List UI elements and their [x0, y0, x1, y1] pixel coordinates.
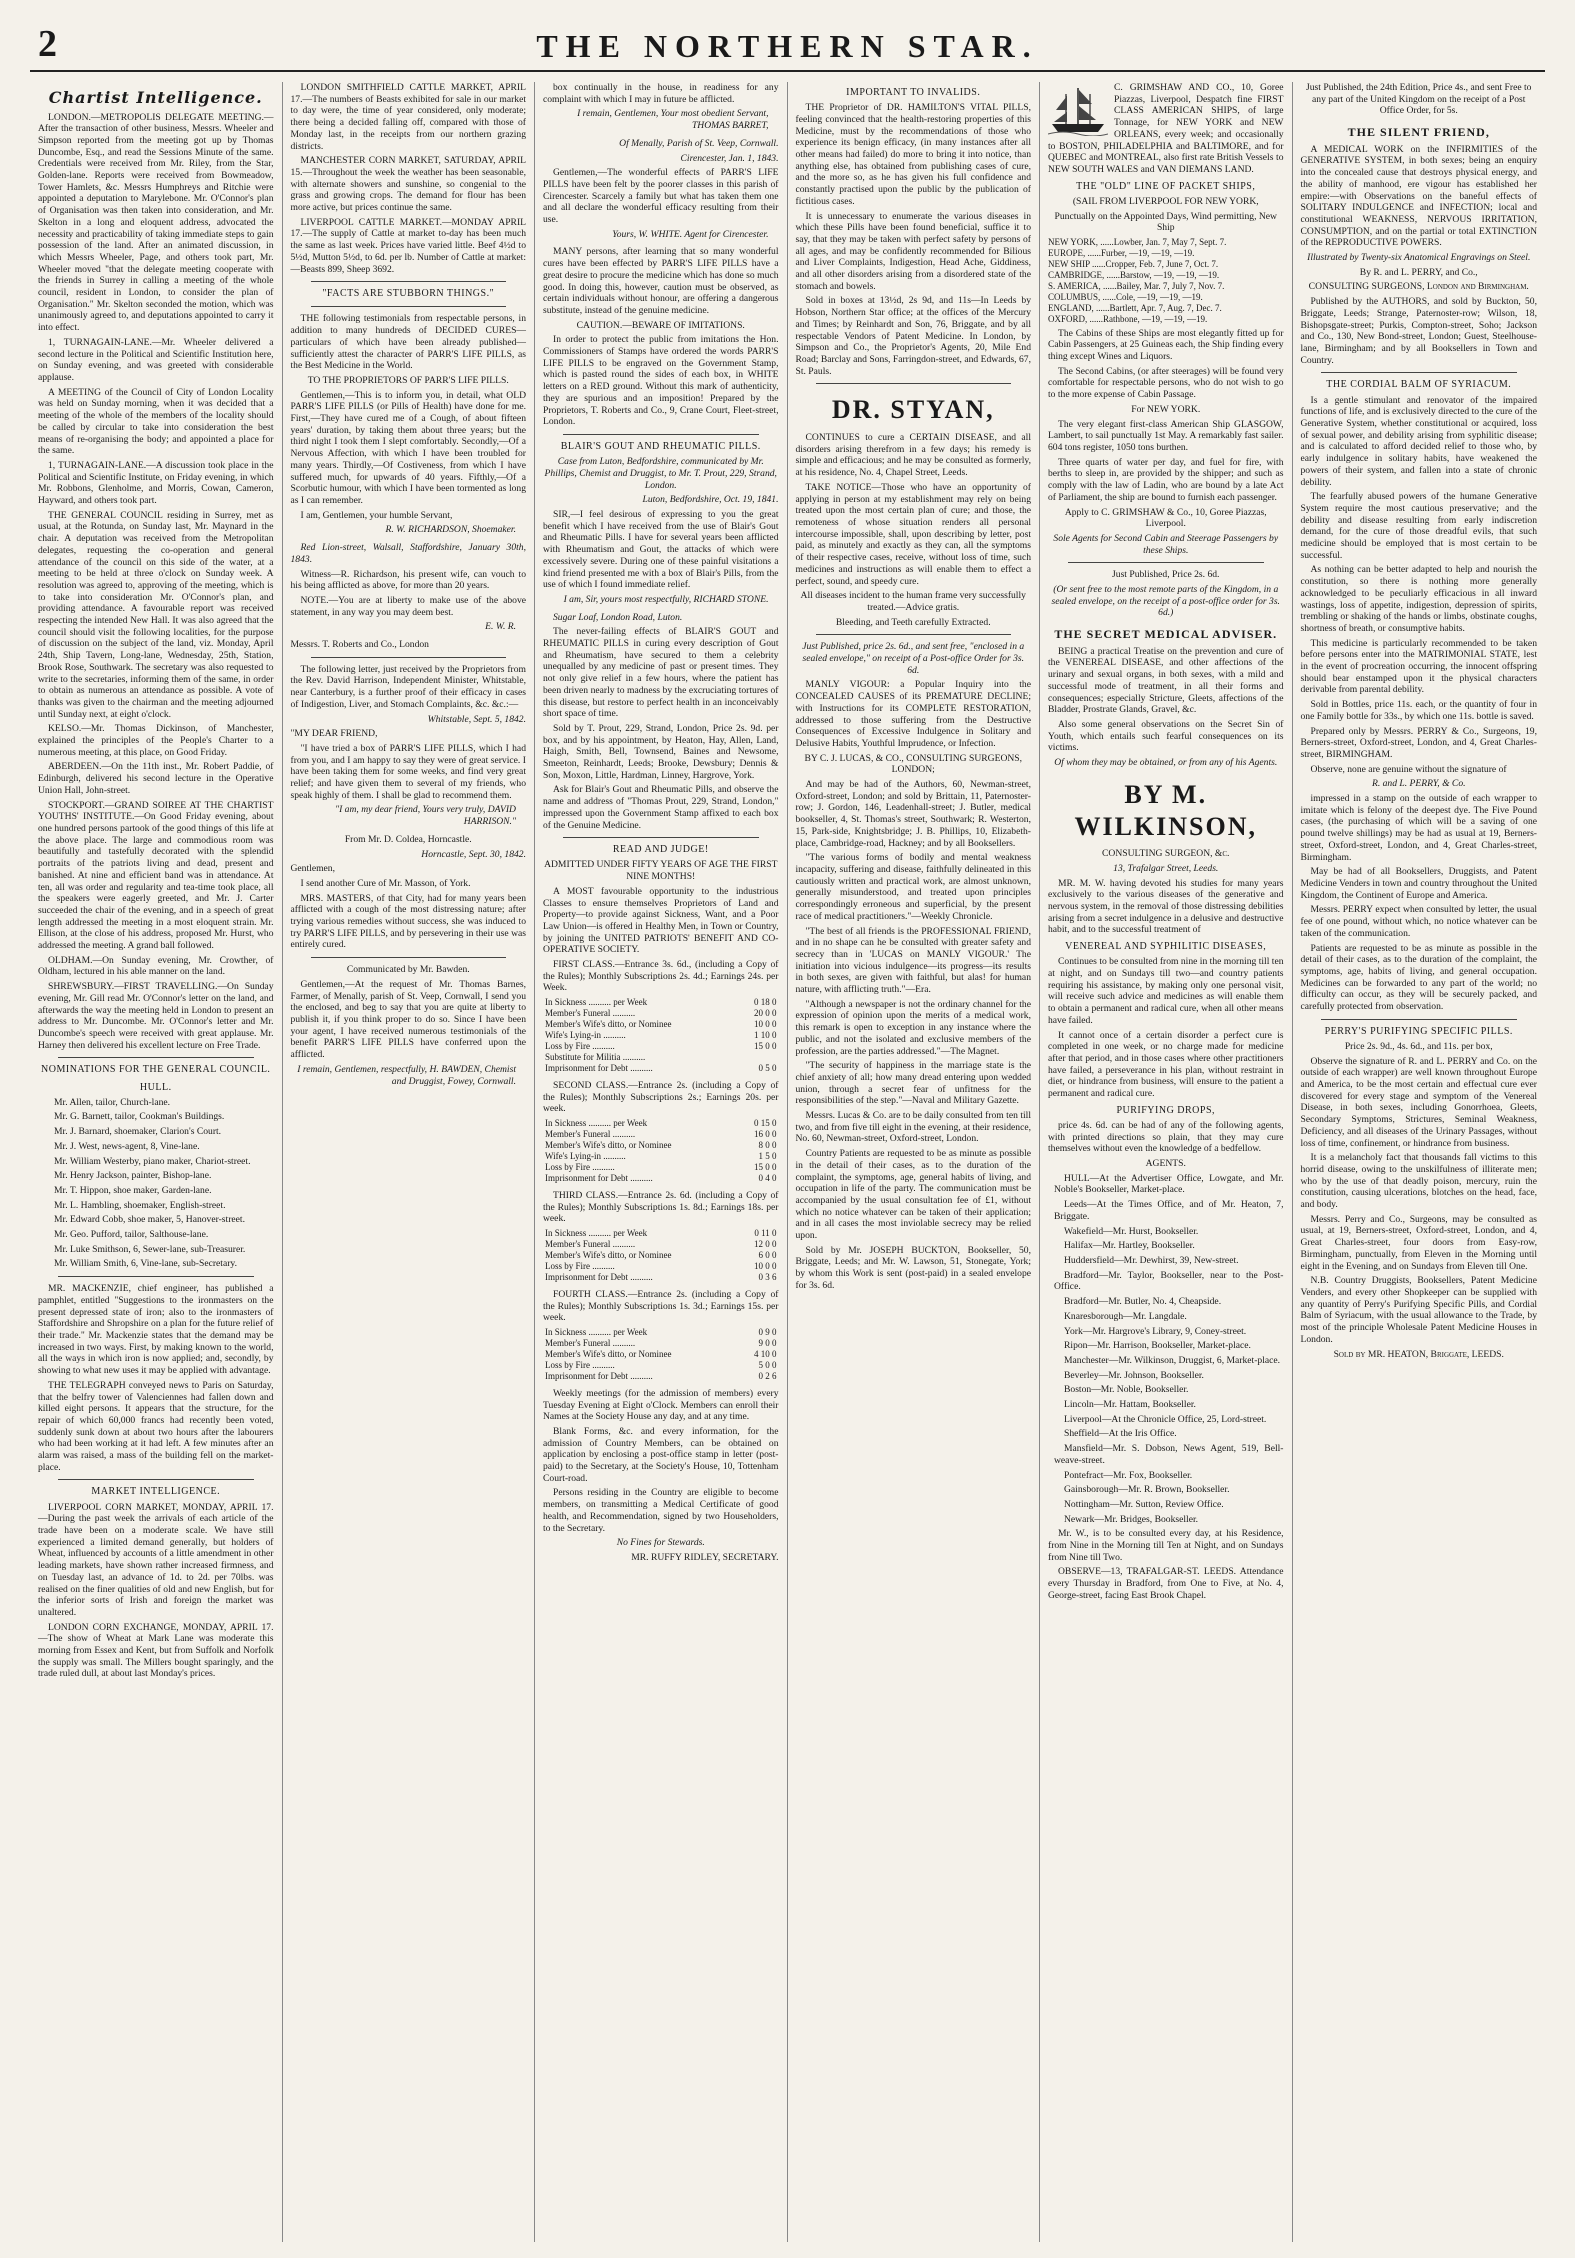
list-item: CAMBRIDGE, ......Barstow, —19, —19, —19. — [1048, 269, 1220, 280]
list-item: Knaresborough—Mr. Langdale. — [1064, 1310, 1187, 1322]
class-description: FIRST CLASS.—Entrance 3s. 6d., (including a Copy of the Rules); Monthly Subscriptions 2s. 4d.; Earnings 24s. per Week. — [543, 959, 779, 994]
divider — [563, 434, 759, 435]
article-paragraph: It is unnecessary to enumerate the various diseases in which these Pills have been found beneficial, suffice it to say, that they may be taken with perfect safety by persons of all ages, and may be confidently recommended for Bilious and Liver Complaints, Indigestion, Head Ache, Giddiness, and all other disorders arising from a disordered state of the stomach and bowels. — [795, 210, 1031, 292]
ship-schedule — [1048, 237, 1284, 325]
read-judge-heading: READ AND JUDGE! — [612, 844, 709, 856]
article-paragraph: Price 2s. 9d., 4s. 6d., and 11s. per box, — [1344, 1040, 1493, 1052]
list-item: Leeds—At the Times Office, and of Mr. Heaton, 7, Briggate. — [1054, 1199, 1284, 1222]
article-paragraph: TAKE NOTICE—Those who have an opportunity of applying in person at my establishment may rely on being treated upon the most certain plan of cure; and those, the remoteness of whose situation renders all personal intercourse impossible, shall, upon describing by letter, post paid, as minutely and exactly as they can, all the symptoms of their respective cases, receive, without loss of time, such medicines and instructions as will enable them to effect a perfect, sound, and speedy cure. — [795, 481, 1031, 587]
list-item: Mansfield—Mr. S. Dobson, News Agent, 519, Bell-weave-street. — [1054, 1443, 1284, 1466]
list-item: Boston—Mr. Noble, Bookseller. — [1064, 1384, 1189, 1396]
article-subheading: For NEW YORK. — [1131, 403, 1201, 415]
fees-table-fourth-class — [543, 1327, 779, 1382]
blair-heading: BLAIR'S GOUT AND RHEUMATIC PILLS. — [560, 440, 761, 452]
article-paragraph: Sold by MR. HEATON, Briggate, LEEDS. — [1333, 1348, 1504, 1360]
masthead — [30, 20, 1545, 72]
wilkinson-heading: BY M. WILKINSON, — [1074, 779, 1258, 841]
secret-adviser-heading: THE SECRET MEDICAL ADVISER. — [1054, 627, 1278, 642]
article-paragraph: As nothing can be better adapted to help and nourish the constitution, so there is nothing more generally acknowledged to be peculiarly efficacious in all inward wastings, loss of appetite, indigestion, depression of spirits, trembling or shaking of the hands or limbs, obstinate coughs, shortness of breath, or consumptive habits. — [1300, 564, 1537, 634]
article-paragraph: Gentlemen, — [290, 863, 335, 875]
article-paragraph: Just Published, Price 2s. 6d. — [1112, 569, 1220, 581]
table-row: Substitute for Militia .......... — [545, 1052, 646, 1063]
list-item: Mr. Henry Jackson, painter, Bishop-lane. — [54, 1170, 212, 1182]
divider — [311, 281, 507, 282]
article-paragraph: Bleeding, and Teeth carefully Extracted. — [835, 616, 991, 628]
table-row: In Sickness .......... per Week 0 9 0 — [545, 1326, 777, 1337]
class-description: FOURTH CLASS.—Entrance 2s. (including a Copy of the Rules); Monthly Subscriptions 1s. 3d.; Earnings 15s. per week. — [543, 1288, 779, 1324]
fees-table-third-class — [543, 1228, 779, 1283]
list-item: Newark—Mr. Bridges, Bookseller. — [1064, 1513, 1199, 1525]
article-paragraph: Illustrated by Twenty-six Anatomical Engravings on Steel. — [1307, 252, 1531, 264]
divider — [311, 957, 507, 958]
article-paragraph: NOTE.—You are at liberty to make use of the above statement, in any way you may deem best. — [290, 594, 526, 618]
article-paragraph: The following letter, just received by the Proprietors from the Rev. David Harrison, Independent Minister, Whitstable, near Canterbury, is a further proof of their efficacy in cases of Indigestion, Liver, and Stomach Complaints, &c. &c.:— — [290, 663, 526, 710]
table-row: Member's Funeral .......... 20 0 0 — [545, 1008, 777, 1019]
article-paragraph: "The best of all friends is the PROFESSIONAL FRIEND, and in no shape can he be consulted with greater safety and secrecy than in 'LUCAS on MANLY VIGOUR.' The initiation into vicious indulgence—its progress—its results in both sexes, are given with faithful, but alas! for human nature, with afflicting truth."—Era. — [795, 925, 1031, 996]
article-paragraph: Whitstable, Sept. 5, 1842. — [427, 713, 526, 725]
invalids-heading: IMPORTANT TO INVALIDS. — [846, 87, 981, 98]
article-paragraph: Observe the signature of R. and L. PERRY and Co. on the outside of each wrapper) are well known throughout Europe and America, to be the most certain and effectual cure ever discovered for every stage and symptom of the Venereal Disease, in both sexes, including Gonorrhoea, Gleets, Secondary Symptoms, Strictures, Seminal Weakness, Deficiency, and all diseases of the Urinary Passages, without loss of time, confinement, or hindrance from business. — [1300, 1055, 1537, 1149]
article-paragraph: All diseases incident to the human frame very successfully treated.—Advice gratis. — [800, 590, 1026, 613]
column-6 — [1293, 82, 1546, 2242]
list-item: Pontefract—Mr. Fox, Bookseller. — [1064, 1469, 1193, 1481]
article-paragraph: The never-failing effects of BLAIR'S GOUT and RHEUMATIC PILLS in curing every description of Gout and Rheumatism, have secured to them a celebrity unequalled by any medicine of past or present times. They not only give relief in a few hours, where the patient has been driven nearly to madness by the excruciating tortures of this disease, but restore to perfect health in an inconceivably short space of time. — [543, 626, 779, 720]
list-item: Wakefield—Mr. Hurst, Bookseller. — [1064, 1225, 1199, 1237]
signature: E. W. R. — [485, 621, 516, 633]
article-paragraph: No Fines for Stewards. — [616, 1537, 705, 1549]
nominations-list — [38, 1097, 274, 1270]
article-subheading: CONSULTING SURGEON, &c. — [1102, 848, 1230, 860]
article-paragraph: Sole Agents for Second Cabin and Steerage Passengers by these Ships. — [1053, 532, 1279, 556]
article-paragraph: Patients are requested to be as minute as possible in the detail of their cases, as to the duration of the complaint, the symptoms, age, habits of living, and general occupation. Medicines can be forwarded to any part of the world; no difficulty can occur, as they will be securely packed, and carefully protected from observation. — [1300, 942, 1537, 1013]
list-item: Mr. Allen, tailor, Church-lane. — [54, 1096, 171, 1108]
article-paragraph: Continues to be consulted from nine in the morning till ten at night, and on Sundays till two—and country patients requiring his assistance, by making only one personal visit, will receive such advice and medicines as will enable them to obtain a permanent and radical cure, when all other means have failed. — [1048, 956, 1284, 1026]
article-paragraph: KELSO.—Mr. Thomas Dickinson, of Manchester, explained the principles of the People's Charter to a numerous meeting, at this place, on Good Friday. — [38, 723, 274, 758]
divider — [58, 1479, 254, 1480]
article-paragraph: (Or sent free to the most remote parts of the Kingdom, in a sealed envelope, on the receipt of a post-office order for 3s. 6d.) — [1051, 584, 1280, 619]
article-paragraph: I am, Gentlemen, your humble Servant, — [300, 509, 453, 521]
divider — [58, 1276, 254, 1277]
article-paragraph: Three quarts of water per day, and fuel for fire, with berths to sleep in, are provided by the shipper; and such as comply with the law of Ladin, who are bound by a late Act of Parliament, the ship are bound to furnish each passenger. — [1048, 456, 1284, 503]
article-subheading: TO THE PROPRIETORS OF PARR'S LIFE PILLS. — [307, 374, 509, 386]
table-row: Member's Wife's ditto, or Nominee 4 10 0 — [545, 1348, 777, 1359]
article-subheading: CONSULTING SURGEONS, London and Birmingham. — [1308, 281, 1529, 293]
venereal-heading: VENEREAL AND SYPHILITIC DISEASES, — [1065, 941, 1267, 953]
article-paragraph: LIVERPOOL CORN MARKET, MONDAY, APRIL 17.—During the past week the arrivals of each article of the trade have been on a moderate scale. We have still experienced a limited demand generally, but holders of Wheat, influenced by accounts of a little amendment in other leading markets, have shown rather increased firmness, and on Tuesday last, an advance of 1d. to 2d. per 70lbs. was realised on the finer qualities of old and new English, but for the inferior sorts of Irish and foreign the market was unaltered. — [38, 1501, 274, 1618]
article-paragraph: 13, Trafalgar Street, Leeds. — [1113, 862, 1219, 874]
table-row: Imprisonment for Debt .......... 0 2 6 — [545, 1370, 777, 1381]
table-row: Loss by Fire .......... 10 0 0 — [545, 1260, 777, 1271]
article-paragraph: Luton, Bedfordshire, Oct. 19, 1841. — [642, 494, 779, 506]
article-paragraph: And may be had of the Authors, 60, Newman-street, Oxford-street, London; and sold by Brittain, 11, Paternoster-row; J. Gordon, 146, Leadenhall-street; J. Butler, medical bookseller, 4, St. Thomas's street, Southwark; R. Westerton, 15, Park-side, Knightsbridge; J. B. Phillips, 10, Elizabeth-place, Cambridge-road, Hackney; and by all Booksellers. — [795, 779, 1031, 849]
article-paragraph: Horncastle, Sept. 30, 1842. — [421, 848, 526, 860]
column-4 — [788, 82, 1041, 2242]
column-2 — [283, 82, 536, 2242]
list-item: Mr. William Westerby, piano maker, Chariot-street. — [54, 1155, 251, 1167]
list-item: Mr. Luke Smithson, 6, Sewer-lane, sub-Treasurer. — [54, 1243, 246, 1255]
article-paragraph: THE Proprietor of DR. HAMILTON'S VITAL PILLS, feeling convinced that the health-restoring properties of this Medicine, must by the recommendations of those who experience its benign efficacy, (in many instances after all other means had failed) do more to bring it into notice, than anything else, has obtained from publishing cases of cure, and the more so, as he has given his full confidence and constantly practised upon the public by the publication of fictitious cases. — [795, 102, 1031, 207]
market-intelligence-heading: MARKET INTELLIGENCE. — [91, 1486, 221, 1498]
article-paragraph: Sugar Loaf, London Road, Luton. — [553, 611, 683, 623]
article-paragraph: Also some general observations on the Secret Sin of Youth, which entails such fearful consequences on its victims. — [1048, 718, 1284, 754]
article-paragraph: Of Menally, Parish of St. Veep, Cornwall. — [619, 137, 779, 149]
article-paragraph: From Mr. D. Coldea, Horncastle. — [344, 833, 472, 845]
article-paragraph: "Although a newspaper is not the ordinary channel for the expression of opinion upon the merits of a medical work, this remark is open to exception in any instance where the public, and not the isolated and exclusive members of the profession, are the parties addressed."—The Magnet. — [795, 998, 1031, 1057]
list-item: Sheffield—At the Iris Office. — [1064, 1428, 1177, 1440]
signature: "I am, my dear friend, Yours very truly, DAVID HARRISON." — [335, 804, 516, 828]
list-item: Mr. William Smith, 6, Vine-lane, sub-Secretary. — [54, 1258, 237, 1270]
article-paragraph: Messrs. PERRY expect when consulted by letter, the usual fee of one pound, without which, no notice whatever can be taken of the communication. — [1300, 904, 1537, 939]
table-row: Member's Wife's ditto, or Nominee 8 0 0 — [545, 1140, 777, 1151]
article-paragraph: C. GRIMSHAW AND CO., 10, Goree Piazzas, Liverpool, Despatch fine FIRST CLASS AMERICAN SHIPS, of large Tonnage, for NEW YORK and NEW ORLEANS, every week; and occasionally to BOSTON, PHILADELPHIA and BALTIMORE, and for QUEBEC and MONTREAL, also first rate British Vessels to NEW SOUTH WALES and VAN DIEMANS LAND. — [1048, 82, 1284, 175]
list-item: Manchester—Mr. Wilkinson, Druggist, 6, Market-place. — [1064, 1354, 1281, 1366]
article-paragraph: Sold in Bottles, price 11s. each, or the quantity of four in one Family bottle for 33s., by which one 11s. bottle is saved. — [1300, 699, 1537, 722]
list-item: Huddersfield—Mr. Dewhirst, 39, New-street. — [1064, 1255, 1239, 1266]
list-item: Beverley—Mr. Johnson, Bookseller. — [1064, 1369, 1204, 1381]
article-paragraph: Gentlemen,—The wonderful effects of PARR'S LIFE PILLS have been felt by the poorer classes in this parish of Cirencester. Scarcely a family but what has taken them one and all declare the wonderful efficacy resulting from their use. — [543, 167, 779, 226]
article-paragraph: The Cabins of these Ships are most elegantly fitted up for Cabin Passengers, at 25 Guineas each, the Ship finding every thing except Wines and Liquors. — [1048, 327, 1284, 363]
newspaper-title: THE NORTHERN STAR. — [536, 28, 1039, 64]
article-paragraph: Published by the AUTHORS, and sold by Buckton, 50, Briggate, Leeds; Strange, Paternoster-row; Wilson, 18, Bishopsgate-street; Purkis, Compton-street, Soho; Jackson and Co., 130, New Bond-street, London; Guest, Steelhouse-lane, Birmingham; and by all Booksellers in Town and Country. — [1300, 296, 1537, 366]
list-item: York—Mr. Hargrove's Library, 9, Coney-street. — [1064, 1325, 1247, 1337]
article-paragraph: LONDON CORN EXCHANGE, MONDAY, APRIL 17.—The show of Wheat at Mark Lane was moderate this morning from Essex and Kent, but from Suffolk and Norfolk the supply was small. The Millers bought sparingly, and the trade ruled dull, at about last Monday's prices. — [38, 1621, 274, 1680]
nominations-heading: NOMINATIONS FOR THE GENERAL COUNCIL. — [41, 1064, 271, 1076]
article-paragraph: 1, TURNAGAIN-LANE.—A discussion took place in the Political and Scientific Institute, on Friday evening, in which Mr. Robbons, Glenholme, and Morris, Cowan, Cameron, Hayward, and others took part. — [38, 459, 274, 507]
article-paragraph: N.B. Country Druggists, Booksellers, Patent Medicine Venders, and every other Shopkeeper can be supplied with any quantity of Perry's Purifying Specific Pills, and Cordial Balm of Syriacum, with the usual allowance to the Trade, by most of the principle Wholesale Patent Medicine Houses in London. — [1300, 1275, 1537, 1345]
fees-table-first-class — [543, 997, 779, 1074]
list-item: Gainsborough—Mr. R. Brown, Bookseller. — [1064, 1484, 1230, 1496]
packet-line-heading: THE "OLD" LINE OF PACKET SHIPS, — [1076, 180, 1256, 192]
table-row: Imprisonment for Debt .......... 0 3 6 — [545, 1271, 777, 1282]
list-item: Mr. J. Barnard, shoemaker, Clarion's Court. — [54, 1126, 222, 1138]
article-paragraph: OLDHAM.—On Sunday evening, Mr. Crowther, of Oldham, lectured in his able manner on the land. — [38, 954, 274, 978]
article-paragraph: The Second Cabins, (or after steerages) will be found very comfortable for respectable persons, who do not wish to go to the more expense of Cabin Passage. — [1048, 365, 1284, 401]
signature: Yours, W. WHITE. Agent for Cirencester. — [612, 228, 769, 240]
article-paragraph: MANCHESTER CORN MARKET, SATURDAY, APRIL 15.—Throughout the week the weather has been seasonable, with alternate showers and sunshine, so congenial to the grass and growing crops. The demand for flour has been more active, but prices continue the same. — [290, 155, 526, 214]
article-subheading: ADMITTED UNDER FIFTY YEARS OF AGE THE FIRST NINE MONTHS! — [544, 859, 778, 883]
article-paragraph: A MOST favourable opportunity to the industrious Classes to ensure themselves Proprietors of Land and Property—to provide against Sickness, Want, and a Poor Law Union—is offered in Healthy Men, in Town or Country, by joining the UNITED PATRIOTS' BENEFIT AND CO-OPERATIVE SOCIETY. — [543, 885, 779, 956]
article-paragraph: This medicine is particularly recommended to be taken before persons enter into the MATRIMONIAL STATE, lest in the event of procreation occurring, the innocent offspring should bear enstamped upon it the physical characters derivable from parental debility. — [1300, 637, 1537, 696]
article-paragraph: Cirencester, Jan. 1, 1843. — [680, 152, 779, 164]
signature: R. W. RICHARDSON, Shoemaker. — [385, 524, 516, 536]
article-paragraph: price 4s. 6d. can be had of any of the following agents, with printed directions so plain, that they may cure themselves without even the knowledge of a bedfellow. — [1048, 1119, 1284, 1155]
silent-friend-heading: THE SILENT FRIEND, — [1347, 125, 1490, 140]
article-paragraph: A MEETING of the Council of City of London Locality was held on Sunday morning, when it was decided that a meeting of the whole of the members of the locality should be called by circular to take into consideration the best means of re-organising the body; and appointed a place for the same. — [38, 386, 274, 457]
article-paragraph: Weekly meetings (for the admission of members) every Tuesday Evening at Eight o'Clock. Members can enroll their Names at the Society House any day, and at any time. — [543, 1387, 779, 1423]
signature: R. and L. PERRY, & Co. — [1371, 778, 1466, 790]
specific-pills-heading: PERRY'S PURIFYING SPECIFIC PILLS. — [1324, 1025, 1513, 1037]
article-paragraph: STOCKPORT.—GRAND SOIREE AT THE CHARTIST YOUTHS' INSTITUTE.—On Good Friday evening, about one hundred persons partook of the good things of this life at the above place. The large and commodious room was beautifully and tastefully decorated with the splendid portraits of the patriots living and dead, present and banished. At nine and efficient band was in attendance. At ten, all was order and regularity and tea-time took place, all the speakers were eagerly greeted, and Mr. J. Carter succeeded the chair of the evening, and in a speech of great length addressed the meeting in a most eloquent strain. Mr. Ellison, at the close of his address, proposed Mr. Hurst, who addressed the meeting. A grand ball followed. — [38, 799, 274, 952]
divider — [311, 657, 507, 658]
column-5 — [1040, 82, 1293, 2242]
article-paragraph: Is a gentle stimulant and renovator of the impaired functions of life, and is exclusively directed to the cure of the Generative System, whether constitutional or acquired, loss of sexual power, and debility arising from syphilitic disease; and is calculated to afford decided relief to those who, by early indulgence in solitary habits, have weakened the powers of their system, and fallen into a state of chronic debility. — [1300, 394, 1537, 488]
list-item: Liverpool—At the Chronicle Office, 25, Lord-street. — [1064, 1413, 1267, 1425]
article-paragraph: Gentlemen,—At the request of Mr. Thomas Barnes, Farmer, of Menally, parish of St. Veep, Cornwall, I send you the enclosed, and beg to say that you are quite at liberty to publish it, if you think proper to do so. Since I have been your agent, I have received numerous testimonials of the benefit PARR'S LIFE PILLS have conferred upon the afflicted. — [290, 978, 526, 1061]
list-item: Mr. L. Hambling, shoemaker, English-street. — [54, 1199, 226, 1211]
divider — [1068, 562, 1264, 563]
article-paragraph: MR. M. W. having devoted his studies for many years exclusively to the various diseases of the generative and nervous system, in the removal of those distressing debilities arising from a secret indulgence in a delusive and destructive habit, and to the successful treatment of — [1048, 877, 1284, 936]
article-paragraph: THE TELEGRAPH conveyed news to Paris on Saturday, that the belfry tower of Valenciennes had fallen down and killed eight persons. It appears that the structure, for the repair of which 60,000 francs had recently been voted, suddenly sunk down at about two hours after the labourers who had been working at it had left. A few minutes after an alarm was raised, a mass of the building fell on the market-place. — [38, 1379, 274, 1473]
table-row: Member's Wife's ditto, or Nominee 10 0 0 — [545, 1019, 777, 1030]
article-paragraph: Case from Luton, Bedfordshire, communicated by Mr. Phillips, Chemist and Druggist, to Mr. T. Prout, 229, Strand, London. — [544, 456, 777, 491]
table-row: Loss by Fire .......... 15 0 0 — [545, 1041, 777, 1052]
article-subheading: CAUTION.—BEWARE OF IMITATIONS. — [576, 319, 745, 331]
signature: I remain, Gentlemen, respectfully, H. BAWDEN, Chemist and Druggist, Fowey, Cornwall. — [297, 1063, 516, 1087]
article-paragraph: Observe, none are genuine without the signature of — [1310, 763, 1507, 775]
article-paragraph: impressed in a stamp on the outside of each wrapper to imitate which is felony of the deepest dye. The Five Pound cases, (the purchasing of which will be a saving of one pound twelve shillings) may be had as usual at 19, Berners-street, Oxford-street, London, and 4, Great Charles-street, Birmingham. — [1300, 793, 1537, 863]
table-row: In Sickness .......... per Week 0 15 0 — [545, 1118, 777, 1129]
list-item: Nottingham—Mr. Sutton, Review Office. — [1064, 1498, 1224, 1510]
article-paragraph: CONTINUES to cure a CERTAIN DISEASE, and all disorders arising therefrom in a few days; his remedy is simple and efficacious; and he may be consulted as formerly, at his residence, No. 4, Chapel Street, Leeds. — [795, 432, 1031, 479]
article-paragraph: "The various forms of bodily and mental weakness incapacity, suffering and disease, faithfully delineated in this cautiously written and practical work, are almost unknown, generally misunderstood, and treated upon principles correspondingly erroneous and superficial, by the present race of medical practitioners."—Weekly Chronicle. — [795, 852, 1031, 922]
article-paragraph: Prepared only by Messrs. PERRY & Co., Surgeons, 19, Berners-street, Oxford-street, London, and 4, Great Charles-street, BIRMINGHAM. — [1300, 725, 1537, 760]
page-columns — [30, 82, 1545, 2242]
article-paragraph: Punctually on the Appointed Days, Wind permitting, New Ship — [1054, 210, 1277, 234]
column-3 — [535, 82, 788, 2242]
sailing-ship-icon — [1048, 84, 1108, 136]
article-subheading: Communicated by Mr. Bawden. — [346, 964, 470, 976]
article-paragraph: box continually in the house, in readiness for any complaint with which I may in future be afflicted. — [543, 82, 779, 105]
article-paragraph: I send another Cure of Mr. Masson, of York. — [300, 877, 471, 889]
table-row: In Sickness .......... per Week 0 11 0 — [545, 1228, 777, 1238]
article-paragraph: Messrs. Perry and Co., Surgeons, may be consulted as usual, at 19, Berners-street, Oxford-street, London, and 4, Great Charles-street, four doors from Easy-row, Birmingham, punctually, from Eleven in the Morning until eight in the Evening, and on Sundays from Eleven till One. — [1300, 1213, 1537, 1272]
table-row: Member's Funeral .......... 9 0 0 — [545, 1337, 777, 1348]
list-item: HULL—At the Advertiser Office, Lowgate, and Mr. Noble's Bookseller, Market-place. — [1054, 1172, 1284, 1196]
signature: I am, Sir, yours most respectfully, RICHARD STONE. — [563, 593, 769, 605]
list-item: Bradford—Mr. Butler, No. 4, Cheapside. — [1064, 1296, 1222, 1308]
article-paragraph: BEING a practical Treatise on the prevention and cure of the VENEREAL DISEASE, and other affections of the urinary and sexual organs, in both sexes, with a mild and successful mode of treatment, in all their forms and consequences; especially Stricture, Gleets, affections of the Bladder, Prostrate Glands, Gravel, &c. — [1048, 645, 1284, 716]
article-paragraph: LONDON SMITHFIELD CATTLE MARKET, APRIL 17.—The numbers of Beasts exhibited for sale in our market to day were, the time of year considered, only moderate; there being a decided falling off, compared with those of Monday last, in the receipts from our northern grazing districts. — [290, 82, 526, 152]
list-item: Mr. G. Barnett, tailor, Cookman's Buildings. — [54, 1111, 225, 1123]
list-item: Mr. T. Hippon, shoe maker, Garden-lane. — [54, 1184, 212, 1196]
fees-table-second-class — [543, 1118, 779, 1184]
divider — [311, 306, 507, 307]
table-row: Member's Wife's ditto, or Nominee 6 0 0 — [545, 1249, 777, 1260]
article-paragraph: THE following testimonials from respectable persons, in addition to many hundreds of DECIDED CURES—particulars of which have been already published—sufficiently attest the character of PARR'S LIFE PILLS, as the Best Medicine in the World. — [290, 313, 526, 372]
table-row: Member's Funeral .......... 16 0 0 — [545, 1129, 777, 1140]
article-paragraph: By R. and L. PERRY, and Co., — [1359, 266, 1478, 278]
table-row: Loss by Fire .......... 15 0 0 — [545, 1161, 777, 1172]
agents-list — [1048, 1173, 1284, 1526]
list-item: S. AMERICA, ......Bailey, Mar. 7, July 7, Nov. 7. — [1048, 280, 1225, 291]
list-item: Mr. Edward Cobb, shoe maker, 5, Hanover-street. — [54, 1214, 245, 1226]
list-item: Lincoln—Mr. Hattam, Bookseller. — [1064, 1399, 1196, 1411]
article-paragraph: LIVERPOOL CATTLE MARKET.—MONDAY APRIL 17.—The supply of Cattle at market to-day has been much the same as last week. Prices have varied little. Beef 4½d to 5½d, Mutton 5½d, to 6d. per lb. Number of Cattle at market:—Beasts 899, Sheep 3692. — [290, 216, 526, 275]
article-paragraph: Messrs. T. Roberts and Co., London — [290, 639, 429, 651]
article-paragraph: SIR,—I feel desirous of expressing to you the great benefit which I have received from the use of Blair's Gout and Rheumatic Pills. I have for several years been afflicted with Rheumatism and Gout, the attacks of which were excessively severe. During one of these painful visitations a kind friend presented me with a box of Blair's Pills, from the use of which I found immediate relief. — [543, 508, 779, 591]
nominations-subheading: HULL. — [139, 1081, 172, 1093]
article-paragraph: MANY persons, after learning that so many wonderful cures have been effected by PARR'S LIFE PILLS have a great desire to procure the medicine which has done so much good. In doing this, however, caution must be observed, as certain individuals without honour, are offering a dangerous substitute, instead of the genuine medicine. — [543, 246, 779, 316]
article-paragraph: Mr. W., is to be consulted every day, at his Residence, from Nine in the Morning till Ten at Night, and on Sundays from Nine till Two. — [1048, 1528, 1284, 1563]
article-paragraph: In order to protect the public from imitations the Hon. Commissioners of Stamps have ordered the words PARR'S LIFE PILLS to be engraved on the Government Stamp, which is pasted round the sides of each box, in WHITE letters on a RED ground. Without this mark of authenticity, they are spurious and an imposition! Prepared by the Proprietors, T. Roberts and Co., 9, Crane Court, Fleet-street, London. — [543, 334, 779, 428]
list-item: NEW YORK, ......Lowber, Jan. 7, May 7, Sept. 7. — [1048, 236, 1227, 247]
article-paragraph: Of whom they may be obtained, or from any of his Agents. — [1054, 757, 1278, 769]
class-description: THIRD CLASS.—Entrance 2s. 6d. (including a Copy of the Rules); Monthly Subscriptions 1s. 8d.; Earnings 18s. per week. — [543, 1189, 779, 1225]
table-row: In Sickness .......... per Week 0 18 0 — [545, 997, 777, 1008]
article-paragraph: It cannot once of a certain disorder a perfect cure is completed in one week, or no charge made for medicine after that period, and in those cases where other practitioners have failed, a perseverance in his plan, without restraint in diet, or hindrance from business, will ensure to the patient a permanent and radical cure. — [1048, 1029, 1284, 1100]
list-item: EUROPE, ......Furber, —19, —19, —19. — [1048, 247, 1195, 258]
page-number: 2 — [38, 23, 57, 65]
article-paragraph: Persons residing in the Country are eligible to become members, on transmitting a Medical Certificate of good health, and Recommendation, signed by two Householders, to the Secretary. — [543, 1487, 779, 1534]
purifying-drops-heading: PURIFYING DROPS, — [1116, 1104, 1216, 1116]
article-paragraph: THE GENERAL COUNCIL residing in Surrey, met as usual, at the Rotunda, on Sunday last, Mr. Maynard in the chair. A deputation was received from the Metropolitan delegates, requesting the co-operation and general attendance of the council on this side of the water, at a meeting to be held at three o'clock on Sunday week. A resolution was agreed to, approving of the meeting, which is to take into consideration Mr. O'Connor's plan, and providing attendance. A favourable report was received respecting the intended New Hall. It was also agreed that the council should visit the following localities, for the purpose of discussion on the subject of the land, viz. Monday, April 24th, Ship Tavern, Long-lane, Wednesday, 25th, Station, Brook Rose, Southwark. The secretary was also requested to write to the secretaries, informing them of the same, in order to obtain as numerous an attendance as possible. A vote of thanks was given to the chairman and the meeting adjourned until Sunday next, at eight o'clock. — [38, 509, 274, 720]
article-paragraph: 1, TURNAGAIN-LANE.—Mr. Wheeler delivered a second lecture in the Political and Scientific Institution here, on Sunday evening, and was greeted with considerable applause. — [38, 336, 274, 383]
divider — [816, 634, 1012, 635]
article-paragraph: The very elegant first-class American Ship GLASGOW, Lambert, to sail punctually 1st May. A remarkably fast sailer. 604 tons register, 1050 tons burthen. — [1048, 418, 1284, 453]
divider — [1321, 372, 1518, 373]
divider — [58, 1057, 254, 1058]
list-item: Mr. Geo. Pufford, tailor, Salthouse-lane. — [54, 1229, 209, 1241]
secretary-signature: MR. RUFFY RIDLEY, SECRETARY. — [631, 1551, 779, 1563]
article-paragraph: It is a melancholy fact that thousands fall victims to this horrid disease, owing to the unskilfulness of illiterate men; who by the use of that deadly poison, mercury, ruin the constitution, causing ulcerations, blotches on the head, face, and body. — [1300, 1152, 1537, 1211]
article-subheading: (SAIL FROM LIVERPOOL FOR NEW YORK, — [1072, 195, 1259, 207]
table-row: Member's Funeral .......... 12 0 0 — [545, 1238, 777, 1249]
article-paragraph: LONDON.—METROPOLIS DELEGATE MEETING.—After the transaction of other business, Messrs. Wheeler and Simpson reported from the meeting got up by Thomas Duncombe, Esq., and read the Sessions Minute of the same. Credentials were received from Mr. Riley, from the Star, Golden-lane. Reports were received from Bowmeadow, Tower Hamlets, &c. Messrs Humphreys and Ritchie were appointed a deputation to Marylebone. Mr. O'Connor's plan of Organisation was then taken into consideration, and Mr. Skelton in a long and eloquent address, advocated the necessity and practicability of taking immediate steps to gain possession of the land. After an animated discussion, in which Messrs Wheeler, Page, and others took part, Mr. Wheeler moved "that the delegate meeting cooperate with the friends in Surrey in calling a meeting of the whole council, resident in London, to consider the plan of Organisation." Mr. Skelton seconded the motion, which was unanimously agreed to, and deputations appointed to carry it into effect. — [38, 111, 274, 334]
signature: I remain, Gentlemen, Your most obedient Servant, THOMAS BARRET, — [577, 108, 769, 132]
facts-heading: "FACTS ARE STUBBORN THINGS." — [322, 288, 495, 300]
cordial-balm-heading: THE CORDIAL BALM OF SYRIACUM. — [1326, 379, 1512, 391]
article-paragraph: Gentlemen,—This is to inform you, in detail, what OLD PARR'S LIFE PILLS (or Pills of Health) have done for me. First,—They have cured me of a Cough, of about fifteen years' duration, by taking them about three years; but the third night I took them I slept comfortably. Secondly,—Of a Nervous Affection, with which I have been troubled for many years. Thirdly,—Of Costiveness, from which I have suffered much, for upwards of 40 years. Fifthly,—Of a Scorbutic humour, with which I have been tormented as long as I can remember. — [290, 389, 526, 506]
article-paragraph: Witness—R. Richardson, his present wife, can vouch to his being afflicted as above, for more than 20 years. — [290, 568, 526, 592]
column-1 — [30, 82, 283, 2242]
article-paragraph: Sold by T. Prout, 229, Strand, London, Price 2s. 9d. per box, and by his appointment, by Heaton, Hay, Allen, Land, Haigh, Smith, Bell, Townsend, Baines and Newsome, Smeeton, Reinhardt, Leeds; Brooke, Dewsbury; Dennis & Son, Moxon, Little, Hardman, Linney, Hargrove, York. — [543, 722, 779, 781]
list-item: NEW SHIP ......Cropper, Feb. 7, June 7, Oct. 7. — [1048, 258, 1219, 269]
article-paragraph: A MEDICAL WORK on the INFIRMITIES of the GENERATIVE SYSTEM, in both sexes; being an enquiry into the concealed cause that destroys physical energy, and the ability of manhood, ere vigour has established her empire:—with Observations on the baneful effects of SOLITARY INDULGENCE and INFECTION; local and constitutional WEAKNESS, NERVOUS IRRITATION, CONSUMPTION, and on the partial or total EXTINCTION of the REPRODUCTIVE POWERS. — [1300, 143, 1537, 249]
article-paragraph: "I have tried a box of PARR'S LIFE PILLS, which I had from you, and I am happy to say they were of great service. I have been taking them for some weeks, and find very great relief; and have given them to several of my friends, who speak highly of them. I shall be glad to recommend them. — [290, 742, 526, 801]
list-item: Ripon—Mr. Harrison, Bookseller, Market-place. — [1064, 1340, 1251, 1352]
article-paragraph: Just Published, the 24th Edition, Price 4s., and sent Free to any part of the United Kingdom on the receipt of a Post Office Order, for 5s. — [1306, 82, 1532, 117]
article-paragraph: "MY DEAR FRIEND, — [290, 728, 378, 740]
divider — [563, 837, 759, 838]
table-row: Loss by Fire .......... 5 0 0 — [545, 1359, 777, 1370]
article-paragraph: Messrs. Lucas & Co. are to be daily consulted from ten till two, and from five till eight in the evening, at their residence, No. 60, Newman-street, Oxford-street, London. — [795, 1110, 1032, 1145]
table-row: Wife's Lying-in .......... 1 5 0 — [545, 1150, 777, 1161]
list-item: OXFORD, ......Rathbone, —19, —19, —19. — [1048, 313, 1208, 324]
list-item: Mr. J. West, news-agent, 8, Vine-lane. — [54, 1140, 200, 1152]
list-item: COLUMBUS, ......Cole, —19, —19, —19. — [1048, 291, 1203, 302]
table-row: Imprisonment for Debt .......... 0 4 0 — [545, 1172, 777, 1183]
article-paragraph: SHREWSBURY.—FIRST TRAVELLING.—On Sunday evening, Mr. Gill read Mr. O'Connor's letter on the land, and afterwards the way the meeting held in London to present an address to Mr. Duncombe. Mr. O'Connor's letter and Mr. Duncombe's speech were received with great applause. Mr. Harney then delivered his excellent lecture on Free Trade. — [38, 981, 274, 1051]
article-paragraph: MRS. MASTERS, of that City, had for many years been afflicted with a cough of the most distressing nature; after trying various remedies without success, she was induced to try PARR'S LIFE PILLS, and by persevering in their use was entirely cured. — [290, 892, 526, 951]
divider — [1321, 1019, 1518, 1020]
article-paragraph: Sold in boxes at 13½d, 2s 9d, and 11s—In Leeds by Hobson, Northern Star office; at the offices of the Mercury and Times; by Reinhardt and Son, 76, Briggate, and by all respectable Vendors of Patent Medicine. In London, by Simpson and Co., the Proprietor's Agents, 20, Mile End Road; Barclay and Sons, Farringdon-street, and Edwards, 67, St. Pauls. — [795, 295, 1031, 377]
article-paragraph: MR. MACKENZIE, chief engineer, has published a pamphlet, entitled "Suggestions to the ironmasters on the present depressed state of iron; also to the ironmasters of Staffordshire and Shropshire on a plan for the future relief of their trade." Mr. Mackenzie states that the demand may be increased in two ways. First, by making known to the world, all the ways in which iron is now applied; and, secondly, by showing to what new uses it may be applied with advantage. — [38, 1283, 274, 1377]
article-paragraph: "The security of happiness in the marriage state is the chief anxiety of all; how many dread entering upon wedded union, through a secret fear of unfitness for the responsibilities of the step."—Naval and Military Gazette. — [795, 1060, 1031, 1107]
divider — [816, 383, 1012, 384]
list-item: Halifax—Mr. Hartley, Bookseller. — [1064, 1240, 1195, 1252]
article-paragraph: OBSERVE—13, TRAFALGAR-ST. LEEDS. Attendance every Thursday in Bradford, from One to Five, at No. 4, George-street, facing East Brook Chapel. — [1048, 1566, 1284, 1601]
article-paragraph: Ask for Blair's Gout and Rheumatic Pills, and observe the name and address of "Thomas Prout, 229, Strand, London," impressed upon the Government Stamp affixed to each box of the Genuine Medicine. — [543, 784, 779, 831]
article-paragraph: Sold by Mr. JOSEPH BUCKTON, Bookseller, 50, Briggate, Leeds; and Mr. W. Lawson, 51, Stonegate, York; by whom this Work is sent (post-paid) in a sealed envelope for 3s. 6d. — [795, 1244, 1031, 1291]
article-paragraph: Apply to C. GRIMSHAW & Co., 10, Goree Piazzas, Liverpool. — [1064, 506, 1267, 530]
article-paragraph: Red Lion-street, Walsall, Staffordshire, January 30th, 1843. — [290, 542, 526, 565]
article-paragraph: ABERDEEN.—On the 11th inst., Mr. Robert Paddie, of Edinburgh, delivered his second lecture in the Operative Union Hall, John-street. — [38, 761, 274, 796]
dr-styan-heading: DR. STYAN, — [831, 395, 995, 425]
article-paragraph: Country Patients are requested to be as minute as possible in the detail of their cases, as to the duration of the complaint, the symptoms, age, general habits of living, and occupation in life of the party. The communication must be accompanied by the usual consultation fee of £1, without which no notice whatever can be taken of their application; and in all cases the most inviolable secrecy may be relied upon. — [795, 1148, 1031, 1242]
article-paragraph: May be had of all Booksellers, Druggists, and Patent Medicine Venders in town and country throughout the United Kingdom, the Continent of Europe and America. — [1300, 866, 1537, 901]
list-item: ENGLAND, ......Bartlett, Apr. 7, Aug. 7, Dec. 7. — [1048, 302, 1222, 313]
article-paragraph: Blank Forms, &c. and every information, for the admission of Country Members, can be obtained on application by enclosing a post-office stamp in letter (post-paid) to the Secretary, at the Society's House, 10, Tottenham Court-road. — [543, 1425, 779, 1484]
table-row: Wife's Lying-in .......... 1 10 0 — [545, 1030, 777, 1041]
article-paragraph: MANLY VIGOUR: a Popular Inquiry into the CONCEALED CAUSES of its PREMATURE DECLINE; with Instructions for its COMPLETE RESTORATION, addressed to those suffering from the Destructive Consequences of Excessive Indulgence in Solitary and Delusive Habits, Youthful Imprudence, or Infection. — [795, 679, 1031, 749]
article-paragraph: The fearfully abused powers of the humane Generative System require the most cautious preservative; and the debility and disease resulting from early indiscretion demand, for the cure of those dreadful evils, that such medicine should be employed that is most certain to be successful. — [1300, 491, 1537, 561]
chartist-intelligence-heading: Chartist Intelligence. — [48, 88, 263, 107]
table-row: Imprisonment for Debt .......... 0 5 0 — [545, 1063, 777, 1073]
agents-heading: AGENTS. — [1145, 1158, 1186, 1170]
class-description: SECOND CLASS.—Entrance 2s. (including a Copy of the Rules); Monthly Subscriptions 2s.; Earnings 20s. per week. — [543, 1079, 779, 1115]
article-subheading: BY C. J. LUCAS, & CO., CONSULTING SURGEONS, LONDON; — [804, 752, 1023, 776]
article-paragraph: Just Published, price 2s. 6d., and sent free, "enclosed in a sealed envelope," on receipt of a Post-office Order for 3s. 6d. — [802, 641, 1025, 676]
list-item: Bradford—Mr. Taylor, Bookseller, near to the Post-Office. — [1054, 1269, 1284, 1293]
